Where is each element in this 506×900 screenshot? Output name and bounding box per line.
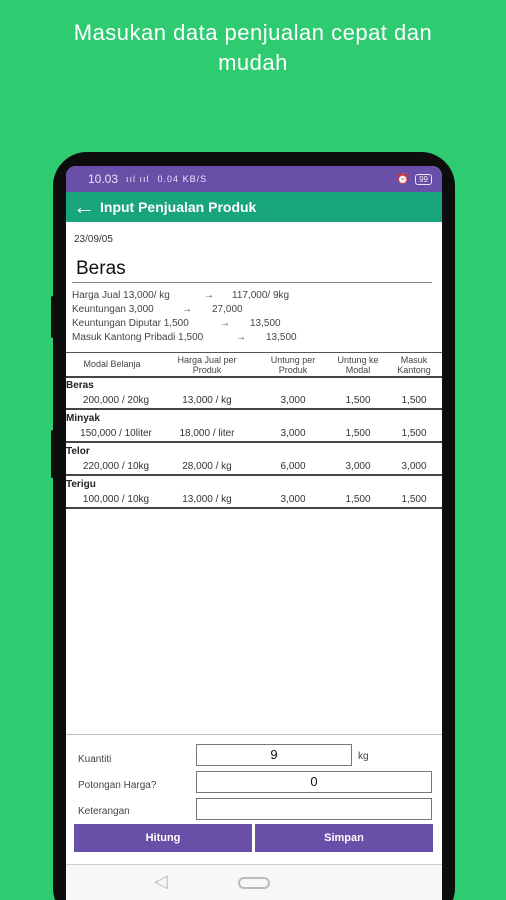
row-kantong: 1,500 — [401, 395, 427, 406]
row-harga: 28,000 / kg — [182, 461, 232, 472]
nav-home-icon[interactable] — [238, 877, 270, 889]
simpan-button[interactable]: Simpan — [255, 824, 433, 852]
status-time: 10.03 — [88, 172, 119, 186]
keterangan-input[interactable] — [196, 798, 432, 820]
product-name[interactable]: Beras — [76, 258, 126, 279]
arrow-right-icon: → — [220, 318, 230, 329]
header-modal: Modal Belanja — [83, 359, 141, 369]
row-modal: 100,000 / 10kg — [82, 494, 150, 505]
table-row[interactable] — [66, 411, 442, 443]
header-untung — [256, 355, 330, 375]
summary-label: Keuntungan Diputar 1,500 — [72, 318, 189, 329]
promo-line-1: Masukan data penjualan cepat dan — [73, 20, 433, 45]
row-kantong: 3,000 — [401, 461, 427, 472]
header-harga — [162, 355, 252, 375]
summary-value: 13,500 — [250, 318, 281, 329]
header-kantong-l2: Kantong — [397, 365, 431, 375]
app-bar — [66, 192, 442, 222]
promo-headline — [0, 18, 506, 78]
hitung-button[interactable]: Hitung — [74, 824, 252, 852]
row-untung: 3,000 — [280, 395, 306, 406]
header-untung-l2: Produk — [278, 365, 308, 375]
arrow-left-icon[interactable]: ← — [73, 194, 95, 219]
power-button — [451, 336, 455, 436]
phone-screen — [66, 166, 442, 900]
navigation-bar — [66, 864, 442, 900]
summary-value: 117,000/ 9kg — [232, 290, 290, 301]
summary-row — [72, 304, 432, 318]
row-ke-modal: 1,500 — [345, 428, 371, 439]
summary-value: 13,500 — [266, 332, 297, 343]
row-name: Beras — [66, 380, 94, 391]
potongan-label: Potongan Harga? — [78, 780, 157, 791]
kuantiti-unit: kg — [358, 751, 369, 762]
row-untung: 3,000 — [280, 494, 306, 505]
arrow-right-icon: → — [182, 304, 192, 315]
potongan-input[interactable]: 0 — [196, 771, 432, 793]
row-name: Minyak — [66, 413, 100, 424]
kuantiti-input[interactable]: 9 — [196, 744, 352, 766]
network-speed: 0.04 KB/S — [157, 174, 208, 184]
side-button — [51, 430, 55, 478]
status-bar — [66, 166, 442, 192]
volume-button — [51, 296, 55, 338]
battery-icon: 99 — [415, 174, 432, 185]
summary-label: Keuntungan 3,000 — [72, 304, 154, 315]
row-harga: 13,000 / kg — [182, 395, 232, 406]
sales-summary — [72, 290, 432, 346]
row-ke-modal: 1,500 — [345, 494, 371, 505]
promo-line-2: mudah — [218, 50, 288, 75]
summary-label: Masuk Kantong Pribadi 1,500 — [72, 332, 204, 343]
row-harga: 13,000 / kg — [182, 494, 232, 505]
row-kantong: 1,500 — [401, 494, 427, 505]
header-kantong — [388, 355, 440, 375]
row-untung: 3,000 — [280, 428, 306, 439]
row-modal: 150,000 / 10liter — [80, 428, 152, 439]
row-name: Terigu — [66, 479, 96, 490]
kuantiti-label: Kuantiti — [78, 754, 112, 765]
page-title: Input Penjualan Produk — [100, 199, 257, 215]
row-ke-modal: 3,000 — [345, 461, 371, 472]
header-kantong-l1: Masuk — [400, 355, 428, 365]
summary-row — [72, 318, 432, 332]
row-ke-modal: 1,500 — [345, 395, 371, 406]
table-row[interactable] — [66, 444, 442, 476]
summary-row — [72, 332, 432, 346]
table-header — [66, 352, 442, 378]
header-ke-modal — [328, 355, 388, 375]
signal-icon: ııl ııl — [126, 174, 150, 184]
product-underline — [72, 282, 432, 283]
summary-label: Harga Jual 13,000/ kg — [72, 290, 170, 301]
header-untung-l1: Untung per — [270, 355, 316, 365]
row-untung: 6,000 — [280, 461, 306, 472]
header-harga-l1: Harga Jual per — [177, 355, 237, 365]
summary-row — [72, 290, 432, 304]
header-harga-l2: Produk — [192, 365, 222, 375]
summary-value: 27,000 — [212, 304, 243, 315]
table-row[interactable] — [66, 477, 442, 509]
arrow-right-icon: → — [204, 290, 214, 301]
alarm-icon: ⏰ — [396, 173, 410, 185]
keterangan-label: Keterangan — [78, 806, 130, 817]
row-name: Telor — [66, 446, 90, 457]
table-row[interactable] — [66, 378, 442, 410]
date-label: 23/09/05 — [74, 234, 113, 245]
row-modal: 200,000 / 20kg — [82, 395, 150, 406]
header-ke-modal-l1: Untung ke — [337, 355, 379, 365]
arrow-right-icon: → — [236, 332, 246, 343]
row-modal: 220,000 / 10kg — [82, 461, 150, 472]
nav-back-icon[interactable]: ◁ — [154, 871, 168, 891]
row-harga: 18,000 / liter — [179, 428, 235, 439]
header-ke-modal-l2: Modal — [345, 365, 371, 375]
row-kantong: 1,500 — [401, 428, 427, 439]
